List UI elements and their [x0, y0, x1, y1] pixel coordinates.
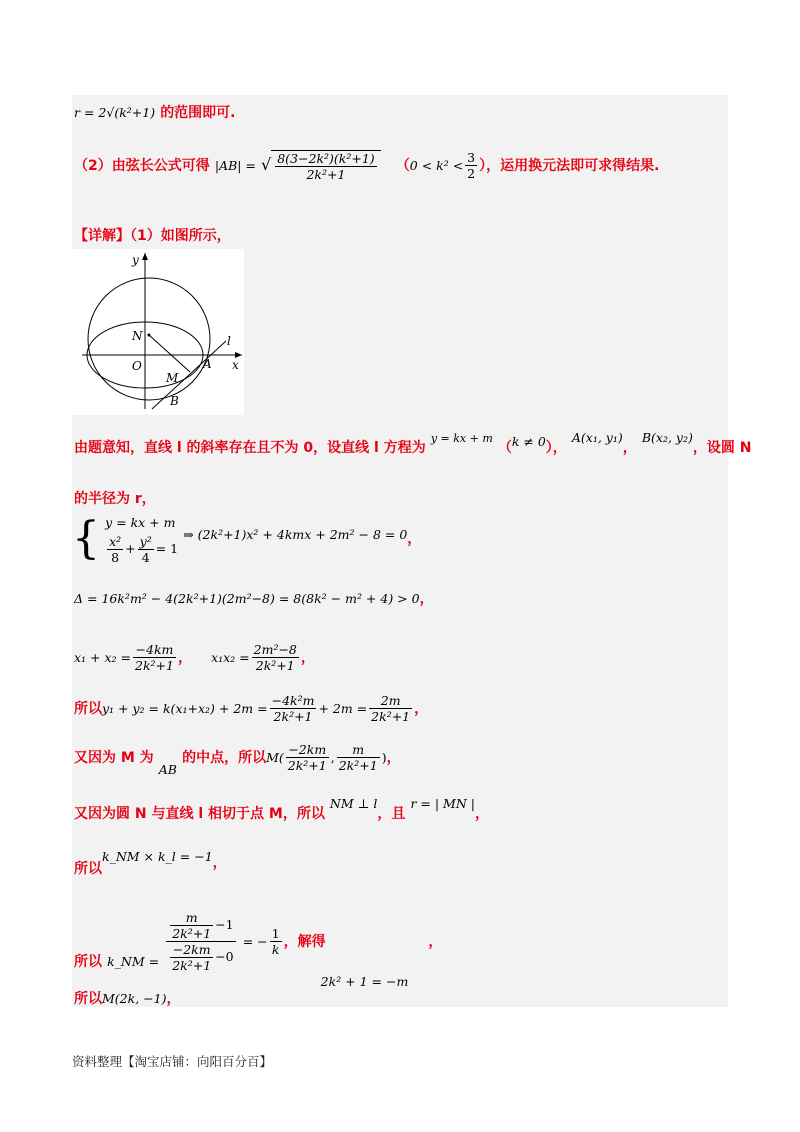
bot-minus: −0 — [215, 949, 234, 964]
radius-r-text: 的半径为 r， — [74, 491, 156, 507]
system-rows — [105, 512, 178, 565]
tail-6: ， — [474, 806, 489, 822]
para-line-setup — [74, 430, 752, 457]
sep-1: ， — [622, 440, 637, 456]
sum-num: −4km — [133, 642, 176, 658]
ysum-f2-num: 2m — [369, 693, 412, 709]
x2-num: x² — [109, 534, 122, 549]
radius-mn: r = | MN | — [410, 796, 475, 811]
tangent-line — [74, 796, 489, 823]
slope-product: k_NM × k_l = −1 — [102, 849, 213, 864]
point-n — [148, 334, 151, 337]
rhs-den: k — [271, 942, 280, 957]
tail-4: ， — [414, 701, 429, 717]
final-line — [74, 988, 180, 1008]
label-n: N — [132, 329, 143, 343]
discriminant: Δ = 16k²m² − 4(2k²+1)(2m²−8) = 8(8k² − m² + 4) > 0 — [74, 591, 420, 606]
y2-num: y² — [139, 534, 152, 549]
solve-result: 2k² + 1 = −m — [320, 974, 409, 989]
vieta-line — [74, 642, 315, 673]
detail-label: 【详解】 — [74, 228, 130, 244]
segment-nm — [149, 335, 190, 372]
rhs-num: 1 — [271, 926, 280, 941]
midpoint-text-b: 的中点，所以 — [182, 750, 267, 766]
sqrt-denominator: 2k²+1 — [306, 167, 346, 182]
ysum-mid: + 2m = — [318, 701, 368, 716]
plus-sign: + — [125, 541, 136, 556]
tail-8: ， — [428, 934, 443, 950]
equation-system — [72, 512, 421, 565]
ysum-lhs: y₁ + y₂ = k(x₁+x₂) + 2m = — [102, 701, 268, 716]
lead-4: 所以 — [74, 991, 102, 1007]
condition-denominator: 2 — [467, 166, 476, 181]
tail-9: ， — [166, 991, 181, 1007]
top-den: 2k²+1 — [172, 926, 212, 941]
sqrt-numerator: 8(3−2k²)(k²+1) — [277, 151, 375, 166]
knm-eq: = − — [242, 934, 268, 949]
quadratic-result: ⇒ (2k²+1)x² + 4kmx + 2m² − 8 = 0 — [183, 527, 408, 542]
segment-ab: AB — [158, 762, 177, 777]
mx-num: −2km — [286, 742, 329, 758]
paren-close-2: ）， — [545, 440, 567, 456]
line-l — [152, 341, 226, 409]
discriminant-line — [74, 588, 434, 608]
tangent-text-b: ，且 — [377, 806, 406, 822]
lead-2: 所以 — [74, 861, 102, 877]
tail-3: ， — [300, 650, 315, 666]
line-radius — [74, 102, 236, 122]
top-minus: −1 — [215, 917, 234, 932]
radius-text: 的范围即可. — [160, 105, 236, 121]
condition-numerator: 3 — [467, 150, 476, 165]
ysum-f2-den: 2k²+1 — [371, 709, 411, 724]
m-close: ) — [381, 750, 387, 765]
sep-2: ， — [177, 650, 192, 666]
top-num: m — [170, 910, 213, 926]
paren-open: （ — [395, 158, 410, 174]
lead-3: 所以 — [74, 954, 102, 970]
ysum-f1-num: −4k²m — [271, 693, 315, 708]
sum-den: 2k²+1 — [135, 658, 174, 673]
tail-5: ， — [386, 750, 401, 766]
para-radius — [74, 488, 156, 508]
line-chord-length — [74, 150, 659, 182]
eq-one: = 1 — [155, 541, 179, 556]
slope-product-line — [74, 849, 227, 877]
chord-text-end: ），运用换元法即可求得结果. — [479, 158, 660, 174]
ysum-line — [74, 693, 428, 724]
sqrt-sign: √ — [261, 155, 272, 174]
label-m: M — [166, 371, 179, 385]
radius-formula: r = 2√(k²+1) — [74, 105, 156, 120]
my-den: 2k²+1 — [338, 758, 378, 773]
circle-n — [88, 278, 210, 400]
mx-den: 2k²+1 — [287, 758, 327, 773]
detail-text: （1）如图所示， — [130, 228, 231, 244]
m-open: M( — [266, 750, 284, 765]
midpoint-line — [74, 742, 401, 777]
setup-text-b: ，设圆 N — [692, 440, 752, 456]
m-comma: , — [330, 750, 335, 765]
y2-den: 4 — [141, 550, 150, 565]
label-o: O — [132, 359, 142, 373]
point-b-coords: B(x₂, y₂) — [641, 430, 693, 445]
label-l: l — [227, 334, 231, 348]
system-row-1: y = kx + m — [105, 515, 176, 530]
knm-lhs: k_NM = — [107, 954, 160, 969]
label-b: B — [170, 394, 179, 408]
k-condition: k ≠ 0 — [511, 434, 546, 449]
prod-num: 2m²−8 — [253, 642, 297, 657]
tail-2: ， — [419, 591, 434, 607]
detail-heading — [74, 225, 231, 245]
perpendicular: NM ⊥ l — [329, 796, 378, 811]
tail-1: ， — [407, 531, 422, 547]
ab-lhs: |AB| = — [214, 158, 256, 173]
point-a-coords: A(x₁, y₁) — [571, 430, 623, 445]
solve-text: ，解得 — [283, 934, 326, 950]
y-axis-arrow — [142, 253, 148, 260]
prod-den: 2k²+1 — [255, 658, 295, 673]
system-row-2 — [105, 534, 178, 565]
knm-numerator — [166, 910, 235, 942]
ysum-f1-den: 2k²+1 — [273, 709, 313, 724]
bot-den: 2k²+1 — [172, 958, 212, 973]
midpoint-text-a: 又因为 M 为 — [74, 750, 154, 766]
slope-nm-line — [74, 900, 443, 989]
figure-svg — [72, 249, 244, 415]
footer-note: 资料整理【淘宝店铺：向阳百分百】 — [72, 1054, 273, 1069]
knm-denominator — [166, 942, 235, 973]
system-brace: { — [72, 512, 100, 564]
knm-fraction — [166, 910, 235, 973]
paren-open-2: （ — [497, 440, 512, 456]
condition-pre: 0 < k² < — [409, 158, 464, 173]
lead-1: 所以 — [74, 701, 102, 717]
x2-den: 8 — [111, 550, 120, 565]
tangent-text-a: 又因为圆 N 与直线 l 相切于点 M，所以 — [74, 806, 325, 822]
prod-lhs: x₁x₂ = — [211, 650, 250, 665]
geometry-figure — [72, 249, 244, 415]
line-equation: y = kx + m — [430, 432, 493, 445]
tail-7: ， — [212, 855, 227, 871]
setup-text: 由题意知，直线 l 的斜率存在且不为 0，设直线 l 方程为 — [74, 440, 426, 456]
my-num: m — [337, 742, 380, 758]
chord-text: （2）由弦长公式可得 — [74, 158, 210, 174]
label-x: x — [232, 358, 239, 372]
label-a: A — [203, 357, 212, 371]
sum-lhs: x₁ + x₂ = — [74, 650, 131, 665]
bot-num: −2km — [170, 942, 213, 958]
label-y: y — [132, 253, 139, 267]
final-point: M(2k, −1) — [102, 991, 167, 1006]
